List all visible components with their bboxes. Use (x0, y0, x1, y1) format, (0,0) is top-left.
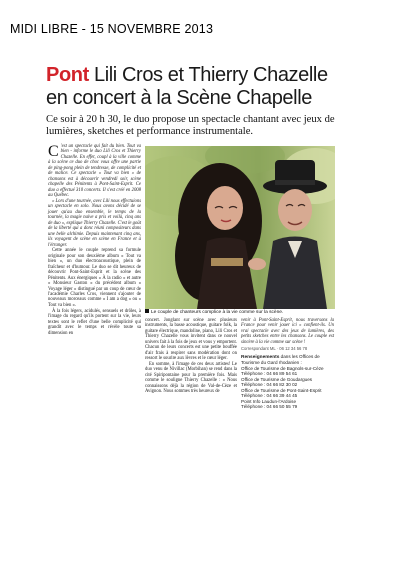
drop-cap: C (48, 143, 59, 160)
caption-square-icon (145, 309, 149, 313)
info-line: Office de Tourisme de Bagnols-sur-Cèze (241, 365, 324, 371)
info-line: Office de Tourisme de Pont-Saint-Esprit (241, 387, 322, 393)
info-line: Téléphone : 04 66 39 44 45 (241, 393, 298, 399)
duo-photo (145, 146, 335, 309)
article-column-2 (145, 318, 237, 395)
article-lede: Ce soir à 20 h 30, le duo propose un spectacle chantant avec jeux de lumières, sketches et performance instrumentale. (46, 114, 335, 138)
paragraph: Cette année le couple reprend sa formule originale pour son deuxième album « Tout va bien », un duo électroacoustique, plein de fraîcheur et d'humour. Le duo se dit heureux de découvrir Pont-Saint-Esprit et la scène des Pénitents. Aux énergiques « À la radio » et autre « Monsieur Gaston » du précédent album « Voyage léger » distingué par un coup de cœur de l'académie Charles Cros, viennent s'ajouter de nouveaux morceaux comme « I am a dog » ou « Tout va bien ». (48, 248, 141, 308)
photo-caption (145, 309, 335, 316)
title-line-2: en concert à la Scène Chapelle (46, 87, 312, 109)
article-column-3 (241, 318, 334, 410)
info-line: Téléphone : 04 66 50 55 79 (241, 404, 298, 410)
publication-header: MIDI LIBRE - 15 NOVEMBRE 2013 (10, 22, 214, 36)
paragraph: concert. Jonglant sur scène avec plusieurs instruments, la basse acoustique, guitare folk, la guitare électrique, mandoline, piano, Lili Cros et Thierry Chazelle vous invitent dans ce nouvel univers fait à la fois de jeux et vous y emportent. Chacun de leurs concerts est une petite bouffée d'air frais à respirer sans modération dont on ressort le sourire aux lèvres et le cœur léger. (145, 318, 237, 362)
paragraph: À la fois légers, acidulés, sensuels et drôles, à l'image du regard qu'ils portent sur la vie, leurs textes sont le reflet d'une belle complicité qui grandit avec le temps et révèle toute sa dimension en (48, 308, 141, 336)
info-line: Office de Tourisme de Goudargues (241, 376, 313, 382)
info-line: Point Info Laudun-l'Ardoise (241, 398, 297, 404)
info-line: Téléphone : 04 66 89 54 61 (241, 371, 298, 377)
info-title: Renseignements (241, 354, 280, 360)
caption-text: Le couple de chanteurs complice à la vie comme sur la scène. (151, 310, 284, 315)
paragraph: 'est un spectacle qui fait du bien. Tout va bien - informe le duo Lili Cros et Thierry Chazelle. En effet, coupl à la ville comme à la scène ce duo de choc vous offre une partie de ping-pong plein de tendresse, de complicité et de malice. Ce spectacle « Tout va bien » de chansons est à découvrir vendredi soir, scène chapelle des Pénitents à Pont-Saint-Esprit. Ce duo a effectué 310 concerts. Il s'est créé en 2008 au Québec. (48, 144, 141, 199)
info-box (241, 354, 334, 410)
article-column-1 (48, 144, 141, 336)
title-kicker: Pont (46, 64, 89, 86)
byline: Correspondant ML · 06 12 34 56 78 (241, 346, 308, 352)
duo-photo-illustration (145, 146, 335, 309)
paragraph: venir à Pont-Saint-Esprit, nous traversons la France pour venir jouer ici » confient-ils. Un vrai spectacle avec des jeux de lumières, des petits sketches entre les chansons. Le couple est sincère à la vie comme sur scène ! (241, 318, 334, 345)
info-intro: dans les Offices de Tourisme du Gard rhodanien : (241, 353, 320, 366)
paragraph: « Lors d'une tournée, avec Lili nous effectuions un spectacle en solo. Nous avons décidé de se jouer qu'au duo ensemble, le temps de la tournée, la magie naive a pris et voilà, cinq ans de duo », explique Thierry Chazelle. C'est le goût de la liberté qui a donc réuni compositeurs dans une belle alchimie. Depuis maintenant cinq ans, ils voyagent de scène en scène en France et à l'étranger. (48, 198, 142, 248)
info-line: Téléphone : 04 66 82 30 02 (241, 382, 298, 388)
title-line-1: Lili Cros et Thierry Chazelle (88, 64, 328, 86)
article-title (46, 64, 366, 110)
paragraph: En somme, à l'image de ces deux artistes! Le duo venu de Nivillac (Morbihan) se rend dans la cité Spiripontaine pour la première fois. Mais comme le souligne Thierry Chazelle : « Nous connaissons déjà la région de Val-de-Cèze et Avignon. Nous sommes très heureux de (145, 362, 237, 395)
